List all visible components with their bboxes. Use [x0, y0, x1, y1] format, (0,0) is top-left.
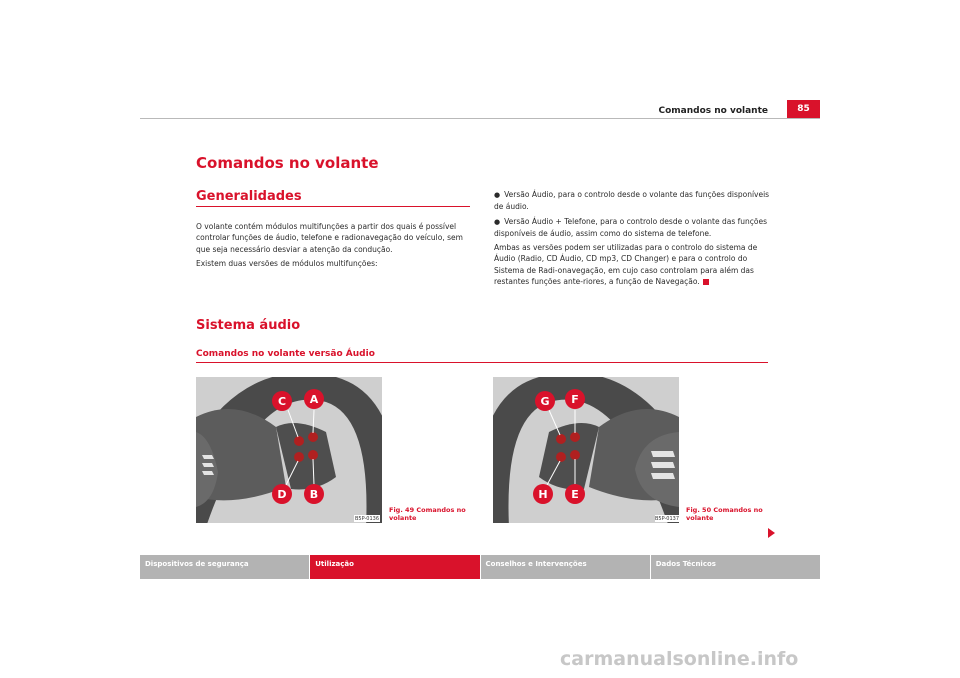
- page-number: 85: [787, 100, 820, 118]
- page-title: Comandos no volante: [196, 154, 379, 172]
- callout-label: B: [309, 488, 319, 501]
- next-page-arrow-icon[interactable]: [768, 528, 775, 538]
- subsection-rule: [196, 362, 768, 363]
- bullet-item: ● Versão Áudio, para o controlo desde o volante das funções disponíveis de áudio.: [494, 189, 770, 213]
- paragraph: O volante contém módulos multifunções a partir dos quais é possível controlar funções de áudio, telefone e radionavegação do veículo, sem que seja necessário desviar a atenção da condução.: [196, 222, 463, 254]
- section-rule: [196, 206, 470, 207]
- callout-label: H: [538, 488, 548, 501]
- section-heading-generalidades: Generalidades: [196, 189, 302, 204]
- callout-label: A: [309, 393, 319, 406]
- callout-label: C: [277, 395, 287, 408]
- right-column-text: [494, 189, 770, 290]
- figure-caption: Fig. 49 Comandos no volante: [389, 506, 466, 522]
- closing-text: Ambas as versões podem ser utilizadas para o controlo do sistema de Áudio (Radio, CD Áudio, CD mp3, CD Changer) e para o controlo do Sistema de Radi-onavegação, em cujo caso controlam para além das restantes funções ante-riores, a função de Navegação.: [494, 243, 758, 287]
- header-divider: [140, 118, 820, 119]
- callout-label: D: [277, 488, 287, 501]
- figure-code: B5P-0136: [354, 516, 380, 522]
- running-title: Comandos no volante: [658, 106, 768, 116]
- paragraph: Existem duas versões de módulos multifunções:: [196, 258, 378, 268]
- paragraph: [494, 242, 770, 287]
- section-end-mark: [703, 279, 709, 285]
- figure-code: B5P-0137: [654, 516, 679, 522]
- left-column-text: [196, 221, 472, 272]
- footer-tab-utilizacao[interactable]: Utilização: [310, 555, 479, 579]
- bullet-item: ● Versão Áudio + Telefone, para o controlo desde o volante das funções disponíveis de áudio, assim como do sistema de telefone.: [494, 216, 770, 240]
- footer-tab-dados[interactable]: Dados Técnicos: [651, 555, 820, 579]
- callout-label: F: [571, 393, 579, 406]
- footer-tab-dispositivos[interactable]: Dispositivos de segurança: [140, 555, 309, 579]
- figure-caption: Fig. 50 Comandos no volante: [686, 506, 763, 522]
- footer-tab-conselhos[interactable]: Conselhos e Intervenções: [481, 555, 650, 579]
- callout-label: E: [571, 488, 579, 501]
- watermark: carmanualsonline.info: [560, 648, 799, 670]
- section-heading-sistema: Sistema áudio: [196, 318, 301, 333]
- figure-50-steering-wheel: [493, 377, 679, 523]
- callout-label: G: [540, 395, 550, 408]
- footer-nav: [140, 555, 820, 579]
- subsection-heading: Comandos no volante versão Áudio: [196, 349, 375, 359]
- figure-49-steering-wheel: [196, 377, 382, 523]
